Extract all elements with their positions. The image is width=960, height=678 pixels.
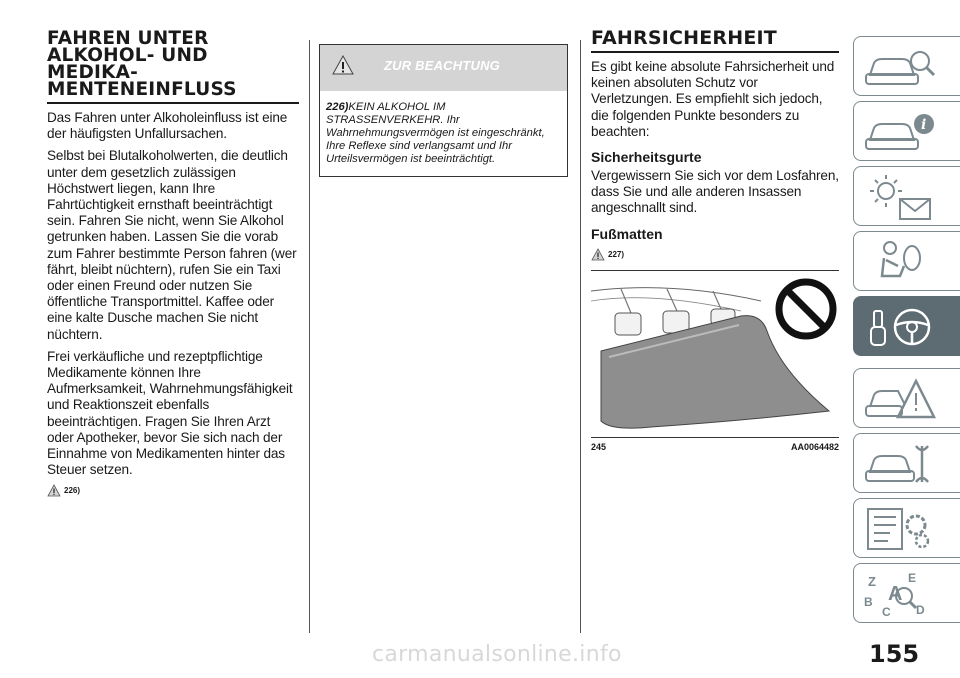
section-title-safety: FAHRSICHERHEIT [591,30,839,53]
airbag-person-icon [860,236,940,288]
tab-emergency[interactable] [853,368,960,428]
pedals-mat-drawing [591,271,839,436]
car-info-icon [860,106,940,158]
column-safety [591,27,839,261]
warning-triangle-icon [332,55,354,75]
warning-header [320,45,567,91]
warning-body [320,91,567,176]
car-search-icon [860,41,940,93]
paragraph: Es gibt keine absolute Fahrsicherheit und keinen absoluten Schutz vor Verletzungen. Es empfiehlt sich jedoch, die folgenden Punkte besonders zu beachten: [591,59,835,139]
column-warning [319,44,568,177]
tab-car-info[interactable] [853,101,960,161]
tab-maintenance[interactable] [853,433,960,493]
column-divider [309,40,310,633]
key-steering-wheel-icon [860,301,940,353]
warning-box [319,44,568,177]
column-alcohol [47,30,299,497]
title-line: ALKOHOL- UND [47,45,208,66]
figure-caption [591,437,839,452]
title-line: MEDIKA- [47,62,139,83]
title-line: FAHREN UNTER [47,28,209,49]
tab-index[interactable] [853,563,960,623]
car-wrench-icon [860,438,940,490]
alphabet-index-icon [860,568,940,620]
tab-starting-driving[interactable] [853,296,960,356]
tab-lights-messages[interactable] [853,166,960,226]
svg-text:C: C [882,605,891,619]
paragraph: Vergewissern Sie sich vor dem Losfahren, dass Sie und alle anderen Insassen angeschnallt sind. [591,168,839,216]
figure-code: AA0064482 [790,442,839,452]
svg-text:D: D [916,603,925,617]
warning-triangle-road-icon [860,373,940,425]
warning-triangle-icon [47,484,61,497]
tab-safety-airbag[interactable] [853,231,960,291]
section-title-alcohol [47,30,299,104]
svg-text:B: B [864,595,873,609]
warning-reference[interactable] [591,248,839,261]
checklist-gear-icon [860,503,940,555]
subheading-seatbelts: Sicherheitsgurte [591,149,702,166]
floor-mat-illustration [591,270,839,436]
paragraph: Selbst bei Blutalkoholwerten, die deutlich unter dem gesetzlich zulässigen Höchstwert liegen, kann Ihre Fahrtüchtigkeit ernsthaft beeinträchtigt sein. Fahren Sie nicht, wenn Sie Alkohol getrunken haben. Lassen Sie die vorab zum Fahrer bestimmte Person fahren (wer fährt, bleibt nüchtern), rufen Sie ein Taxi oder einen Freund oder nutzen Sie öffentliche Transportmittel. Kaffee oder eine kalte Dusche machen Sie nicht nüchtern. [47,148,297,342]
warning-reference[interactable] [47,484,299,497]
subheading-floor-mats: Fußmatten [591,225,663,242]
warning-text: KEIN ALKOHOL IM STRASSENVERKEHR. Ihr Wahrnehmungsvermögen ist eingeschränkt, Ihre Reflexe sind verlangsamt und Ihr Urteilsvermögen ist beeinträchtigt. [326,101,545,165]
column-divider [580,40,581,633]
warning-number: 226) [326,101,349,113]
warning-triangle-icon [591,248,605,261]
page-number: 155 [869,640,920,668]
svg-text:E: E [908,571,917,585]
figure-number: 245 [591,442,607,452]
title-line: MENTENEINFLUSS [47,79,237,100]
tab-technical-data[interactable] [853,498,960,558]
paragraph: Frei verkäufliche und rezeptpflichtige Medikamente können Ihre Aufmerksamkeit, Wahrnehmungsfähigkeit und Reaktionszeit ebenfalls beeinträchtigen. Fragen Sie Ihren Arzt oder Apotheker, bevor Sie sich nach der Einnahme von Medikamenten hinter das Steuer setzen. [47,348,293,478]
svg-text:Z: Z [868,574,876,589]
reference-number: 227) [608,249,625,259]
warning-title: ZUR BEACHTUNG [384,58,500,73]
paragraph: Das Fahren unter Alkoholeinfluss ist eine der häufigsten Unfallursachen. [47,110,288,142]
watermark: carmanualsonline.info [372,642,622,667]
svg-text:A: A [888,583,903,605]
reference-number: 226) [64,486,81,496]
tab-car-search[interactable] [853,36,960,96]
svg-text:i: i [921,117,927,133]
light-message-icon [860,171,940,223]
